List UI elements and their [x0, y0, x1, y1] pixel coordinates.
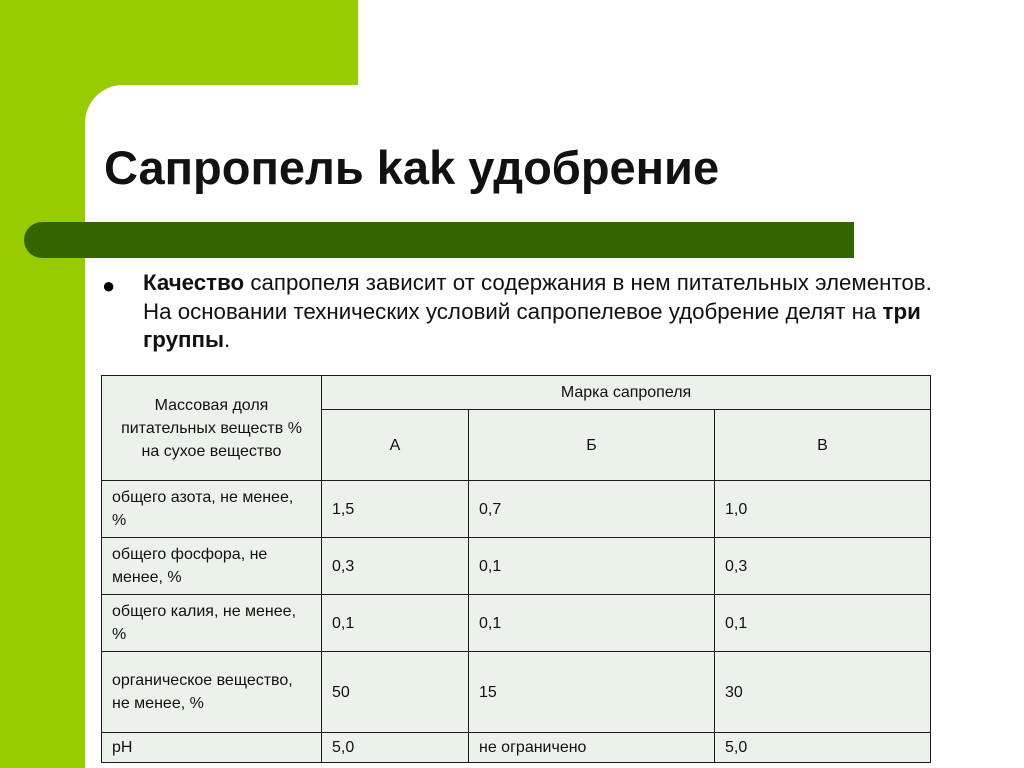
cell-value: 30	[715, 652, 931, 733]
cell-value: 5,0	[715, 733, 931, 763]
bullet-bold-start: Качество	[143, 270, 245, 295]
header-grade-a: А	[322, 410, 469, 481]
row-label: pH	[102, 733, 322, 763]
row-label: общего фосфора, не менее, %	[102, 538, 322, 595]
cell-value: 1,5	[322, 481, 469, 538]
table-header-row	[102, 376, 931, 410]
table-row	[102, 538, 931, 595]
cell-value: 0,3	[715, 538, 931, 595]
bullet-paragraph	[143, 269, 933, 355]
table-row	[102, 481, 931, 538]
cell-value: 0,1	[322, 595, 469, 652]
cell-value: 0,3	[322, 538, 469, 595]
table-row	[102, 595, 931, 652]
table-row	[102, 733, 931, 763]
row-label: органическое вещество, не менее, %	[102, 652, 322, 733]
bullet-text-middle: сапропеля зависит от содержания в нем питательных элементов. На основании технических условий сапропелевое удобрение делят на	[143, 270, 932, 324]
header-grade-b: Б	[469, 410, 715, 481]
cell-value: 5,0	[322, 733, 469, 763]
bullet-icon: ●	[102, 273, 116, 298]
cell-value: не ограничено	[469, 733, 715, 763]
cell-value: 0,1	[715, 595, 931, 652]
slide-title: Сапропель kak удобрение	[104, 141, 720, 194]
cell-value: 1,0	[715, 481, 931, 538]
bullet-text-end: .	[224, 327, 231, 352]
cell-value: 0,1	[469, 595, 715, 652]
table-row	[102, 652, 931, 733]
bullet-bold-end: три группы	[143, 298, 921, 352]
cell-value: 50	[322, 652, 469, 733]
cell-value: 15	[469, 652, 715, 733]
cell-value: 0,7	[469, 481, 715, 538]
header-grade-v: В	[715, 410, 931, 481]
row-label: общего калия, не менее, %	[102, 595, 322, 652]
title-underline-bar	[24, 222, 854, 258]
header-mass-fraction: Массовая доля питательных веществ % на сухое вещество	[102, 376, 322, 481]
sapropel-grades-table	[101, 375, 931, 763]
cell-value: 0,1	[469, 538, 715, 595]
row-label: общего азота, не менее, %	[102, 481, 322, 538]
header-sapropel-grade: Марка сапропеля	[322, 376, 931, 410]
